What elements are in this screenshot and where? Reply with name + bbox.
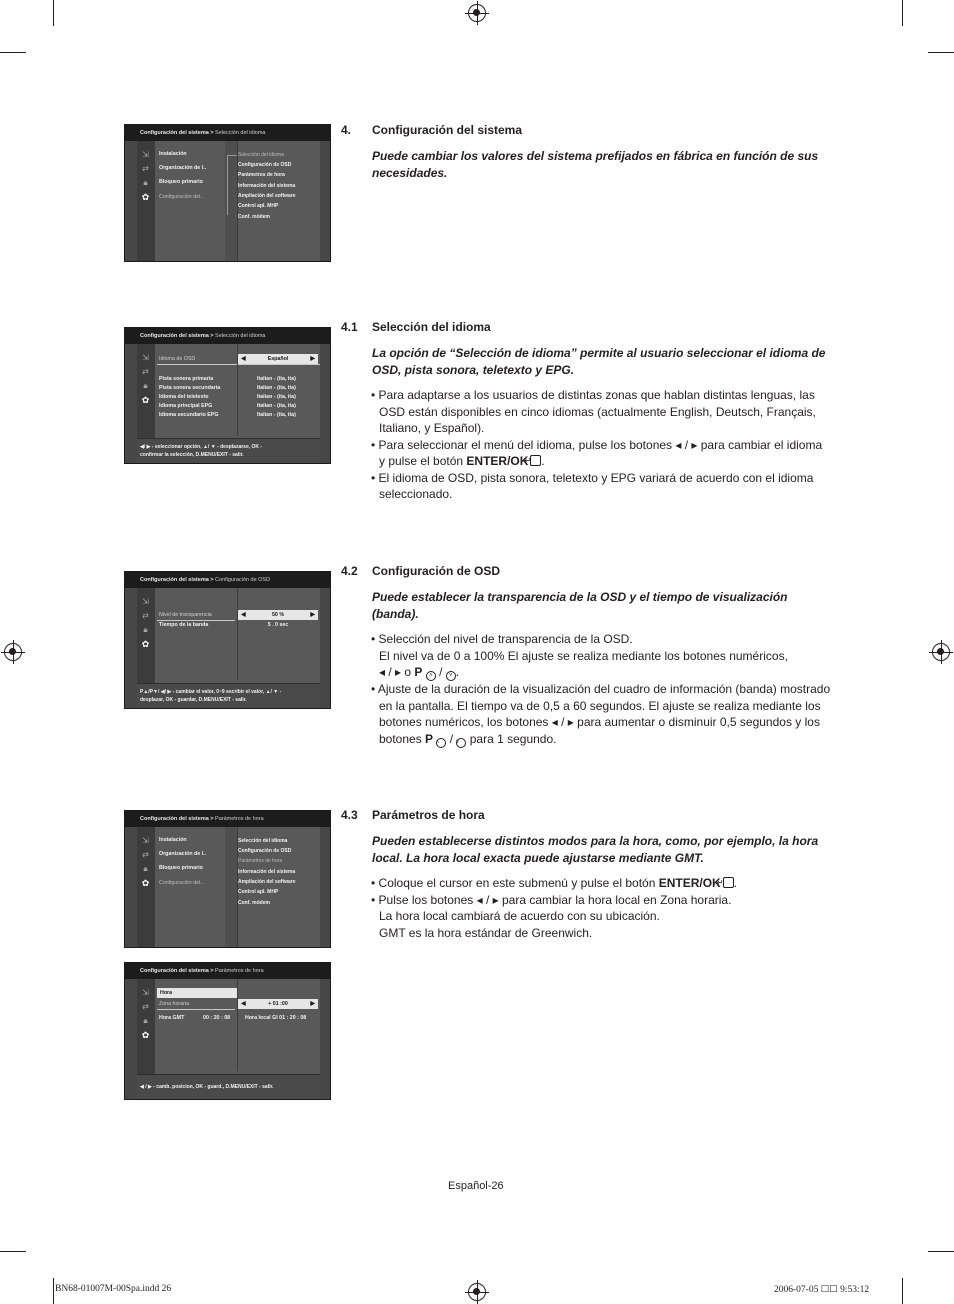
section-heading: 4.1 Selección del idioma	[341, 320, 491, 334]
row-epg-secondary[interactable]: Idioma secundario EPG Italian - (ita, ita)	[159, 412, 296, 418]
menu-item-parental-lock[interactable]: Bloqueo primario	[159, 179, 203, 185]
channel-down-icon: ˅	[446, 671, 456, 681]
organization-icon: ⇄	[142, 850, 149, 859]
channel-up-icon: ˄	[436, 738, 446, 748]
submenu-language[interactable]: Selección del idioma	[238, 152, 284, 158]
installation-icon: ⇲	[142, 353, 149, 362]
tv-screen-system-config	[124, 124, 331, 262]
section-heading: 4.3 Parámetros de hora	[341, 808, 485, 822]
local-time-value: Hora local GI 01 : 20 : 08	[245, 1015, 307, 1021]
registration-mark-icon	[468, 4, 486, 22]
screen-help-footer: ◀/ ▶ - seleccionar opción, ▲/ ▼ - desplazarse, OK - confirmar la selección, D.MENU/EXIT - salir.	[137, 438, 320, 463]
section-body: • Para adaptarse a los usuarios de distintas zonas que hablan distintas lenguas, las OSD están disponibles en cinco idiomas (actualmente English, Deutsch, Français, Italiano, y Español). • Para seleccionar el menú del idioma, pulse los botones ◂ / ▸ para cambiar el idioma y pulse el botón ENTER/OK↵ . • El idioma de OSD, pista sonora, teletexto y EPG variará de acuerdo con el idioma seleccionado.	[371, 387, 831, 503]
time-zone-selector[interactable]: ◀ + 01 :00 ▶	[238, 999, 318, 1009]
screen-help-footer: P▲/P▼/ ◀/ ▶ - cambiar el valor, 0~9 escribir el valor, ▲/ ▼ - desplazar, OK - guardar, D.MENU/EXIT - salir.	[137, 683, 320, 708]
tv-screen-time-settings	[124, 962, 331, 1100]
section-intro: Pueden establecerse distintos modos para la hora, como, por ejemplo, la hora local. La hora local exacta puede ajustarse mediante GMT.	[372, 834, 819, 865]
gear-icon: ✿	[141, 192, 150, 202]
installation-icon: ⇲	[142, 836, 149, 845]
menu-item-parental-lock[interactable]: Bloqueo primario	[159, 865, 203, 871]
enter-icon	[530, 455, 541, 466]
submenu-time[interactable]: Parámetros de hora	[238, 858, 283, 864]
row-epg-primary[interactable]: Idioma principal EPG Italian - (ita, ita)	[159, 403, 296, 409]
section-body: • Coloque el cursor en este submenú y pulse el botón ENTER/OK↵ . • Pulse los botones ◂ / ▸ para cambiar la hora local en Zona horaria. La hora local cambiará de acuerdo con su ubicación. GMT es la hora estándar de Greenwich.	[371, 875, 831, 941]
organization-icon: ⇄	[142, 1002, 149, 1011]
osd-language-selector[interactable]: ◀ Español ▶	[238, 354, 318, 364]
tv-screen-osd	[124, 571, 331, 709]
crop-mark	[53, 1278, 54, 1304]
submenu-software[interactable]: Ampliación del software	[238, 193, 296, 199]
organization-icon: ⇄	[142, 611, 149, 620]
tv-screen-time-menu	[124, 810, 331, 948]
screen-header: Configuración del sistema > Parámetros de hora	[125, 963, 330, 979]
submenu-mhp[interactable]: Control apl. MHP	[238, 203, 279, 209]
menu-item-installation[interactable]: Instalación	[159, 151, 187, 157]
menu-item-organization[interactable]: Organización de l..	[159, 165, 207, 171]
registration-mark-icon	[468, 1283, 486, 1301]
gear-icon: ✿	[141, 878, 150, 888]
section-intro: Puede cambiar los valores del sistema prefijados en fábrica en función de sus necesidades.	[372, 149, 819, 180]
transparency-selector[interactable]: ◀ 50 % ▶	[238, 610, 318, 620]
section-heading: 4.2 Configuración de OSD	[341, 564, 501, 578]
submenu-osd[interactable]: Configuración de OSD	[238, 162, 292, 168]
tv-screen-language	[124, 327, 331, 464]
organization-icon: ⇄	[142, 164, 149, 173]
lock-icon: 🔒︎	[143, 178, 148, 187]
row-band-time[interactable]: Tiempo de la banda	[159, 622, 209, 628]
crop-mark	[928, 1251, 954, 1252]
crop-mark	[902, 0, 903, 26]
submenu-time[interactable]: Parámetros de hora	[238, 172, 285, 178]
row-primary-audio[interactable]: Pista sonora primaria Italian - (ita, ita)	[159, 376, 296, 382]
section-intro: Puede establecer la transparencia de la OSD y el tiempo de visualización (banda).	[372, 590, 788, 621]
section-heading: 4. Configuración del sistema	[341, 123, 523, 137]
screen-header: Configuración del sistema > Selección del idioma	[125, 125, 330, 141]
gear-icon: ✿	[141, 639, 150, 649]
screen-header: Configuración del sistema > Configuración de OSD	[125, 572, 330, 588]
submenu-language[interactable]: Selección del idioma	[238, 838, 288, 844]
page-number: Español-26	[448, 1180, 504, 1192]
section-intro: La opción de “Selección de idioma” permite al usuario seleccionar el idioma de OSD, pista sonora, teletexto y EPG.	[372, 346, 826, 377]
screen-header: Configuración del sistema > Selección del idioma	[125, 328, 330, 344]
crop-mark	[53, 0, 54, 26]
row-osd-language[interactable]: Idioma de OSD	[157, 354, 320, 365]
lock-icon: 🔒︎	[143, 1016, 148, 1025]
submenu-system-info[interactable]: Información del sistema	[238, 183, 296, 189]
installation-icon: ⇲	[142, 988, 149, 997]
row-gmt-time: Hora GMT 00 : 20 : 08	[159, 1015, 231, 1021]
section-body: • Selección del nivel de transparencia de la OSD. El nivel va de 0 a 100% El ajuste se realiza mediante los botones numéricos, ◂ / ▸ o P ˄ / ˅ . • Ajuste de la duración de la visualización del cuadro de información (banda) mostrado en la pantalla. El tiempo va de 0,5 a 60 segundos. El ajuste se realiza mediante los botones numéricos, los botones ◂ / ▸ para aumentar o disminuir 0,5 segundos y los botones P ˄ / ˅ para 1 segundo.	[371, 632, 831, 746]
gear-icon: ✿	[141, 395, 150, 405]
menu-item-system-config[interactable]: Configuración del..	[159, 194, 204, 200]
row-hora[interactable]: Hora	[157, 988, 237, 998]
screen-header: Configuración del sistema > Parámetros de hora	[125, 811, 330, 827]
menu-item-system-config[interactable]: Configuración del..	[159, 880, 204, 886]
registration-mark-icon	[932, 643, 950, 661]
lock-icon: 🔒︎	[143, 864, 148, 873]
submenu-modem[interactable]: Conf. módem	[238, 214, 270, 220]
submenu-mhp[interactable]: Control apl. MHP	[238, 889, 279, 895]
menu-item-organization[interactable]: Organización de l..	[159, 851, 207, 857]
menu-item-installation[interactable]: Instalación	[159, 837, 187, 843]
submenu-system-info[interactable]: Información del sistema	[238, 869, 296, 875]
crop-mark	[928, 52, 954, 53]
gear-icon: ✿	[141, 1030, 150, 1040]
row-secondary-audio[interactable]: Pista sonora secundaria Italian - (ita, ita)	[159, 385, 296, 391]
registration-mark-icon	[4, 643, 22, 661]
crop-mark	[0, 52, 26, 53]
lock-icon: 🔒︎	[143, 625, 148, 634]
row-teletext-language[interactable]: Idioma del teletexto Italian - (ita, ita)	[159, 394, 296, 400]
crop-mark	[902, 1278, 903, 1304]
row-transparency[interactable]: Nivel de transparencia	[157, 610, 235, 621]
installation-icon: ⇲	[142, 150, 149, 159]
channel-down-icon: ˅	[456, 738, 466, 748]
screen-help-footer: ◀ / ▶ - camb. posicion, OK - guard., D.MENU/EXIT - salir.	[137, 1074, 320, 1099]
submenu-osd[interactable]: Configuración de OSD	[238, 848, 292, 854]
crop-mark	[0, 1251, 26, 1252]
band-time-value[interactable]: 5 . 0 sec	[267, 622, 289, 628]
print-timestamp: 2006-07-05 ☐☐ 9:53:12	[774, 1285, 870, 1295]
channel-up-icon: ˄	[426, 671, 436, 681]
row-time-zone[interactable]: Zona horaria	[157, 999, 235, 1010]
organization-icon: ⇄	[142, 367, 149, 376]
print-file-name: BN68-01007M-00Spa.indd 26	[55, 1284, 172, 1294]
submenu-software[interactable]: Ampliación del software	[238, 879, 296, 885]
installation-icon: ⇲	[142, 597, 149, 606]
enter-icon	[723, 877, 734, 888]
submenu-modem[interactable]: Conf. módem	[238, 900, 270, 906]
lock-icon: 🔒︎	[143, 381, 148, 390]
